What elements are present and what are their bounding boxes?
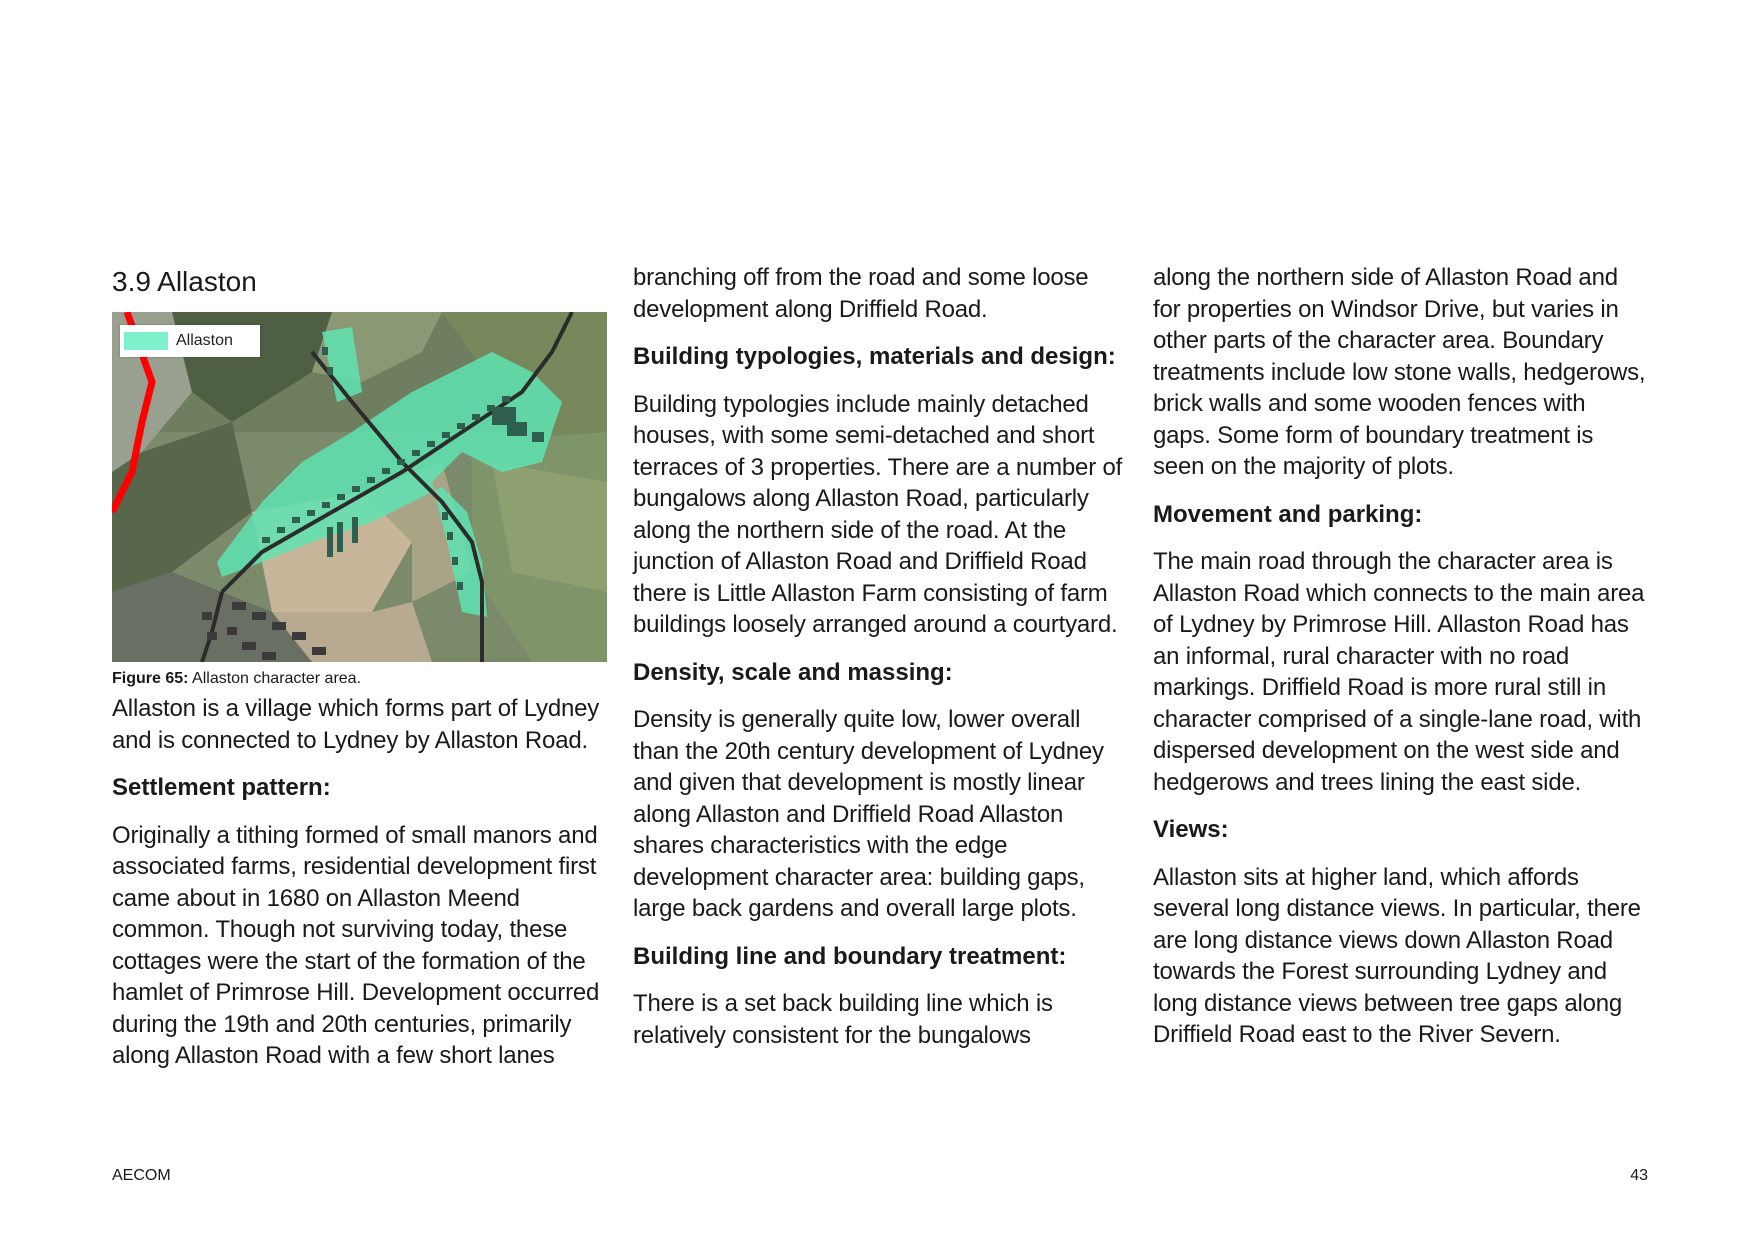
intro-paragraph: Allaston is a village which forms part of Lydney and is connected to Lydney by Allaston Road.: [112, 695, 600, 754]
footer-brand: AECOM: [112, 1167, 171, 1184]
column-1: [112, 262, 607, 1088]
page-number: 43: [1630, 1167, 1648, 1184]
caption-text: Allaston character area.: [192, 670, 362, 687]
heading-movement-parking: Movement and parking:: [1153, 500, 1423, 528]
figure-caption: [112, 669, 607, 689]
heading-settlement-pattern: Settlement pattern:: [112, 774, 331, 801]
legend-swatch: [124, 332, 168, 350]
building-paragraph: Building typologies include mainly detached houses, with some semi-detached and short terraces of 3 properties. There are a number of bungalows along Allaston Road, particularly along the northern side of the road. At the junction of Allaston Road and Driffield Road there is Little Allaston Farm consisting of farm buildings loosely arranged around a courtyard.: [633, 390, 1123, 638]
settlement-paragraph-continued: branching off from the road and some loose development along Driffield Road.: [633, 264, 1089, 323]
views-paragraph: Allaston sits at higher land, which affords several long distance views. In particular, there are long distance views down Allaston Road towards the Forest surrounding Lydney and long distance views between tree gaps along Driffield Road east to the River Severn.: [1153, 863, 1641, 1048]
aerial-map-image: [112, 312, 607, 662]
caption-label: Figure 65:: [112, 670, 189, 687]
column-2: [633, 262, 1128, 1067]
settlement-paragraph: Originally a tithing formed of small manors and associated farms, residential development first came about in 1680 on Allaston Meend common. Though not surviving today, these cottages were the start of the formation of the hamlet of Primrose Hill. Development occurred during the 19th and 20th centuries, primarily along Allaston Road with a few short lanes: [112, 821, 600, 1069]
heading-building-typologies: Building typologies, materials and design:: [633, 343, 1116, 370]
allaston-map: [112, 312, 607, 662]
section-title: 3.9 Allaston: [112, 266, 257, 297]
heading-building-line: Building line and boundary treatment:: [633, 942, 1067, 970]
movement-paragraph: The main road through the character area is Allaston Road which connects to the main area of Lydney by Primrose Hill. Allaston Road has an informal, rural character with no road markings. Driffield Road is more rural still in character comprised of a single-lane road, with dispersed development on the west side and hedgerows and trees lining the east side.: [1153, 548, 1645, 796]
column-3: [1153, 262, 1648, 1067]
density-paragraph: Density is generally quite low, lower overall than the 20th century development of Lydney and given that development is mostly linear along Allaston and Driffield Road Allaston shares characteristics with the edge development character area: building gaps, large back gardens and overall large plots.: [633, 706, 1104, 922]
boundary-paragraph-continued: along the northern side of Allaston Road and for properties on Windsor Drive, but varies in other parts of the character area. Boundary treatments include low stone walls, hedgerows, brick walls and some wooden fences with gaps. Some form of boundary treatment is seen on the majority of plots.: [1153, 264, 1646, 480]
boundary-paragraph: There is a set back building line which is relatively consistent for the bungalows: [633, 990, 1053, 1049]
map-legend: [120, 325, 260, 357]
legend-label: Allaston: [176, 332, 233, 349]
heading-density: Density, scale and massing:: [633, 658, 953, 686]
heading-views: Views:: [1153, 816, 1229, 843]
